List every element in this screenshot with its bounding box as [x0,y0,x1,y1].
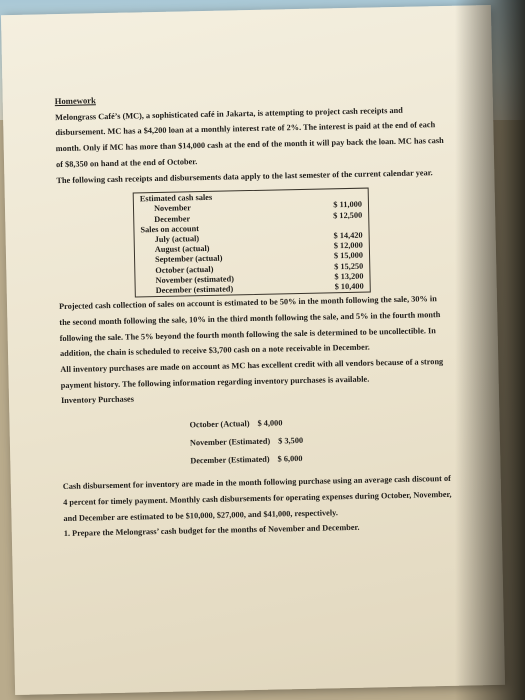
account-sales-title: Sales on account [140,223,200,235]
question-item: 1. Prepare the Melongrass’ cash budget for the months of November and December. [63,523,360,539]
row-value: $ 13,200 [334,271,364,282]
purchase-value: $ 6,000 [277,454,303,464]
row-value: $ 12,500 [333,210,363,220]
purchase-label: December (Estimated) [190,454,270,466]
row-label: September (actual) [154,254,223,265]
row-value: $ 15,250 [334,261,364,271]
inventory-title: Inventory Purchases [60,394,135,406]
sales-table [133,188,371,298]
row-label: August (actual) [154,244,210,255]
row-value: $ 15,000 [333,251,364,261]
background-shadow [455,0,525,700]
intro-paragraph: Melongrass Café’s (MC), a sophisticated café in Jakarta, is attempting to project cash receipts and disbursement. MC has a $4,200 loan at a monthly interest rate of 2%. The interest is paid at the end of each month. Only if MC has more than $14,000 cash at the end of the month it will pay back the loan. MC has cash of $8,350 on hand at the end of October. [54,105,444,169]
row-label: July (actual) [154,234,200,245]
purchase-label: November (Estimated) [189,436,271,448]
collection-paragraph: Projected cash collection of sales on account is estimated to be 50% in the month following the sale, 30% in the second month following the sale, 10% in the third month following the sale, and 5% in the fourth month following the sale. The 5% beyond the fourth month following the sale is determined to be uncollectible. In addition, the chain is scheduled to receive $3,700 cash on a note receivable in December. [58,294,441,359]
row-label: November (estimated) [155,274,235,285]
purchase-label: October (Actual) [189,419,250,430]
disbursement-paragraph: Cash disbursement for inventory are made in the month following purchase using an average cash discount of 4 percent for timely payment. Monthly cash disbursements for operating expenses during October, November, and December are estimated to be $10,000, $27,000, and $41,000, respectively. [62,474,452,523]
row-label: December (estimated) [155,284,234,296]
row-value: $ 12,000 [333,240,363,251]
row-label: October (actual) [155,264,214,275]
inventory-purchases-list [189,411,452,470]
purchase-value: $ 3,500 [278,436,304,446]
row-value: $ 14,420 [333,230,363,241]
homework-heading: Homework [54,95,96,107]
row-label: December [154,213,191,224]
row-value: $ 11,000 [333,200,363,210]
homework-content [55,86,454,542]
row-value: $ 10,400 [334,281,364,292]
cash-sales-title: Estimated cash sales [139,193,213,204]
purchase-value: $ 4,000 [257,418,283,429]
inventory-paragraph: All inventory purchases are made on account as MC has excellent credit with all vendors because of a strong payment history. The following information regarding inventory purchases is available. [60,357,444,390]
following-data-paragraph: The following cash receipts and disbursements data apply to the last semester of the current calendar year. [56,167,433,185]
row-label: November [153,203,191,214]
paper-sheet [1,5,505,695]
